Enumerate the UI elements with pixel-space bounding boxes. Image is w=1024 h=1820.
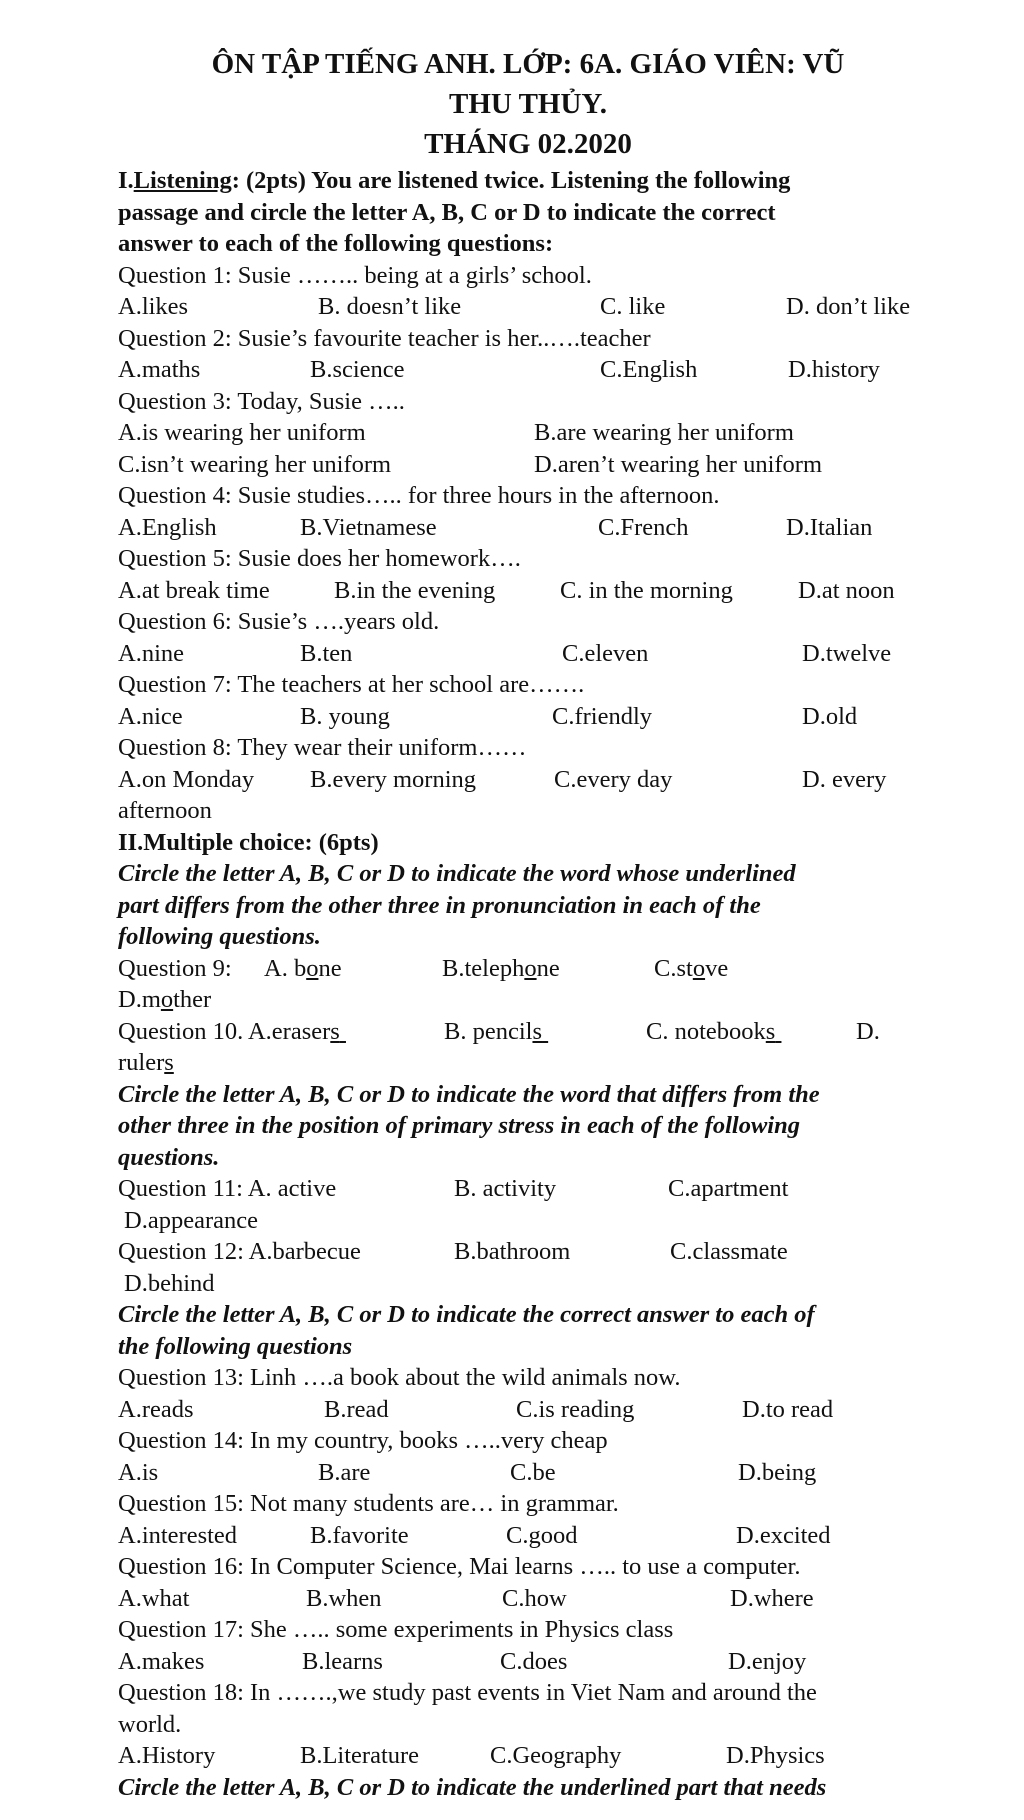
option-d: D.Physics [726, 1742, 825, 1769]
options-15 [118, 1520, 938, 1552]
question-12-option-a: Question 12: A.barbecue [118, 1238, 361, 1265]
options-18 [118, 1740, 938, 1772]
section1-heading [118, 165, 938, 197]
option-c: C.classmate [670, 1238, 788, 1265]
question-9-option-d: D.mother [118, 986, 212, 1013]
option-a: A.on Monday [118, 765, 255, 793]
title-month: THÁNG 02.2020 [424, 128, 632, 160]
option-c: C.stove [654, 954, 729, 982]
listening-heading: Listening [133, 167, 232, 194]
question-8: Question 8: They wear their uniform…… [118, 734, 527, 761]
option-b: B. doesn’t like [318, 293, 462, 320]
question-11-option-a: Question 11: A. active [118, 1175, 337, 1202]
instruction-1-line-1: Circle the letter A, B, C or D to indicate the word whose underlined [118, 860, 796, 887]
question-12-option-d: D.behind [124, 1269, 215, 1297]
question-3: Question 3: Today, Susie ….. [118, 387, 405, 415]
option-c: C.eleven [562, 639, 649, 667]
option-b: B.when [306, 1584, 382, 1612]
instruction-1-line-3: following questions. [118, 923, 321, 950]
option-b: B.learns [302, 1647, 383, 1675]
option-c: C.Geography [490, 1742, 622, 1769]
question-11-option-d: D.appearance [124, 1206, 258, 1234]
question-2: Question 2: Susie’s favourite teacher is her..….teacher [118, 324, 651, 352]
options-17 [118, 1646, 938, 1678]
option-c: C.does [500, 1647, 568, 1675]
option-b: B.are [318, 1458, 371, 1486]
option-d: D.aren’t wearing her uniform [534, 450, 822, 478]
option-d: D.being [738, 1458, 817, 1486]
option-a: A.nice [118, 702, 183, 730]
option-a: A.reads [118, 1395, 194, 1423]
option-a: A.is wearing her uniform [118, 419, 366, 446]
options-4 [118, 512, 938, 544]
title-line-1: ÔN TẬP TIẾNG ANH. LỚP: 6A. GIÁO VIÊN: VŨ [211, 48, 845, 80]
option-d: D.old [802, 702, 858, 730]
question-14: Question 14: In my country, books …..very cheap [118, 1427, 608, 1454]
option-b: B.ten [300, 639, 353, 667]
option-c: C. in the morning [560, 576, 733, 604]
option-d-continued: afternoon [118, 797, 212, 824]
option-c: C.how [502, 1584, 567, 1612]
option-d: D.excited [736, 1521, 831, 1549]
section1-intro-line-2: passage and circle the letter A, B, C or D to indicate the correct [118, 198, 776, 226]
question-9-label: Question 9: [118, 954, 232, 982]
option-a: A.interested [118, 1521, 238, 1549]
instruction-2-line-2: other three in the position of primary stress in each of the following [118, 1112, 800, 1139]
option-d: D.Italian [786, 513, 873, 541]
option-b: B.telephone [442, 954, 560, 982]
instruction-1-line-2: part differs from the other three in pronunciation in each of the [118, 891, 761, 919]
option-c: C.English [600, 356, 698, 383]
title-line-2: THU THỦY. [449, 88, 607, 120]
option-a: A. bone [264, 954, 342, 982]
question-7: Question 7: The teachers at her school are……. [118, 671, 585, 698]
option-c: C.good [506, 1521, 578, 1549]
instruction-2-line-1: Circle the letter A, B, C or D to indicate the word that differs from the [118, 1080, 820, 1108]
options-2 [118, 354, 938, 386]
question-9 [118, 953, 938, 985]
question-10 [118, 1016, 938, 1048]
question-18: Question 18: In …….,we study past events in Viet Nam and around the [118, 1679, 817, 1706]
section1-intro-line-3: answer to each of the following questions: [118, 230, 554, 257]
option-a: A.likes [118, 293, 189, 320]
option-a: A.nine [118, 639, 184, 667]
option-b: B.Literature [300, 1742, 420, 1769]
option-d: D. don’t like [786, 293, 911, 320]
question-10-option-a: Question 10. A.erasers [118, 1017, 340, 1045]
option-a: A.at break time [118, 576, 270, 604]
instruction-3-line-1: Circle the letter A, B, C or D to indicate the correct answer to each of [118, 1301, 815, 1328]
question-18-continued: world. [118, 1710, 182, 1738]
question-16: Question 16: In Computer Science, Mai learns ….. to use a computer. [118, 1553, 801, 1580]
options-6 [118, 638, 938, 670]
options-3a [118, 417, 938, 449]
options-1 [118, 291, 938, 323]
option-a: A.makes [118, 1647, 205, 1675]
question-17: Question 17: She ….. some experiments in Physics class [118, 1616, 674, 1643]
option-b: B.favorite [310, 1521, 409, 1549]
options-7 [118, 701, 938, 733]
option-b: B.Vietnamese [300, 513, 437, 541]
option-d: D.enjoy [728, 1647, 807, 1675]
option-b: B.bathroom [454, 1238, 571, 1265]
option-a: A.History [118, 1742, 216, 1769]
option-b: B.read [324, 1395, 389, 1423]
option-b: B.in the evening [334, 576, 496, 604]
question-10-option-d-continued: rulers [118, 1049, 174, 1076]
option-b: B.are wearing her uniform [534, 419, 794, 446]
options-14 [118, 1457, 938, 1489]
question-11 [118, 1173, 938, 1205]
option-c: C.friendly [552, 702, 653, 730]
options-5 [118, 575, 938, 607]
option-d: D.to read [742, 1395, 834, 1423]
options-8 [118, 764, 938, 796]
options-13 [118, 1394, 938, 1426]
question-13: Question 13: Linh ….a book about the wild animals now. [118, 1364, 681, 1391]
question-15: Question 15: Not many students are… in grammar. [118, 1490, 619, 1517]
option-d: D.at noon [798, 576, 895, 604]
option-d: D. [856, 1017, 880, 1045]
option-b: B. pencils [444, 1017, 543, 1045]
question-5: Question 5: Susie does her homework…. [118, 545, 521, 572]
option-d: D. every [802, 765, 887, 793]
option-c: C.be [510, 1458, 556, 1486]
options-16 [118, 1583, 938, 1615]
option-d: D.where [730, 1584, 814, 1612]
option-c: C.isn’t wearing her uniform [118, 450, 392, 478]
option-c: C. notebooks [646, 1017, 776, 1045]
instruction-3-line-2: the following questions [118, 1332, 353, 1360]
section1-prefix: I. [118, 167, 134, 194]
instruction-4-line-1: Circle the letter A, B, C or D to indicate the underlined part that needs [118, 1773, 827, 1801]
option-a: A.English [118, 513, 217, 541]
option-c: C.French [598, 513, 689, 541]
instruction-2-line-3: questions. [118, 1143, 220, 1171]
option-d: D.history [788, 356, 880, 383]
section1-intro: : (2pts) You are listened twice. Listening the following [231, 167, 791, 194]
question-1: Question 1: Susie …….. being at a girls’ school. [118, 261, 592, 289]
option-b: B.science [310, 356, 405, 383]
option-c: C.every day [554, 765, 673, 793]
option-b: B. young [300, 702, 390, 730]
worksheet-page [118, 44, 938, 1803]
question-4: Question 4: Susie studies….. for three hours in the afternoon. [118, 482, 720, 509]
option-a: A.maths [118, 356, 201, 383]
question-6: Question 6: Susie’s ….years old. [118, 608, 440, 635]
option-a: A.is [118, 1458, 159, 1486]
section2-heading: II.Multiple choice: (6pts) [118, 828, 379, 856]
option-c: C. like [600, 293, 666, 320]
option-c: C.apartment [668, 1175, 789, 1202]
question-12 [118, 1236, 938, 1268]
option-c: C.is reading [516, 1395, 635, 1423]
option-b: B. activity [454, 1175, 557, 1202]
option-b: B.every morning [310, 765, 477, 793]
option-a: A.what [118, 1584, 190, 1612]
options-3b [118, 449, 938, 481]
option-d: D.twelve [802, 639, 892, 667]
